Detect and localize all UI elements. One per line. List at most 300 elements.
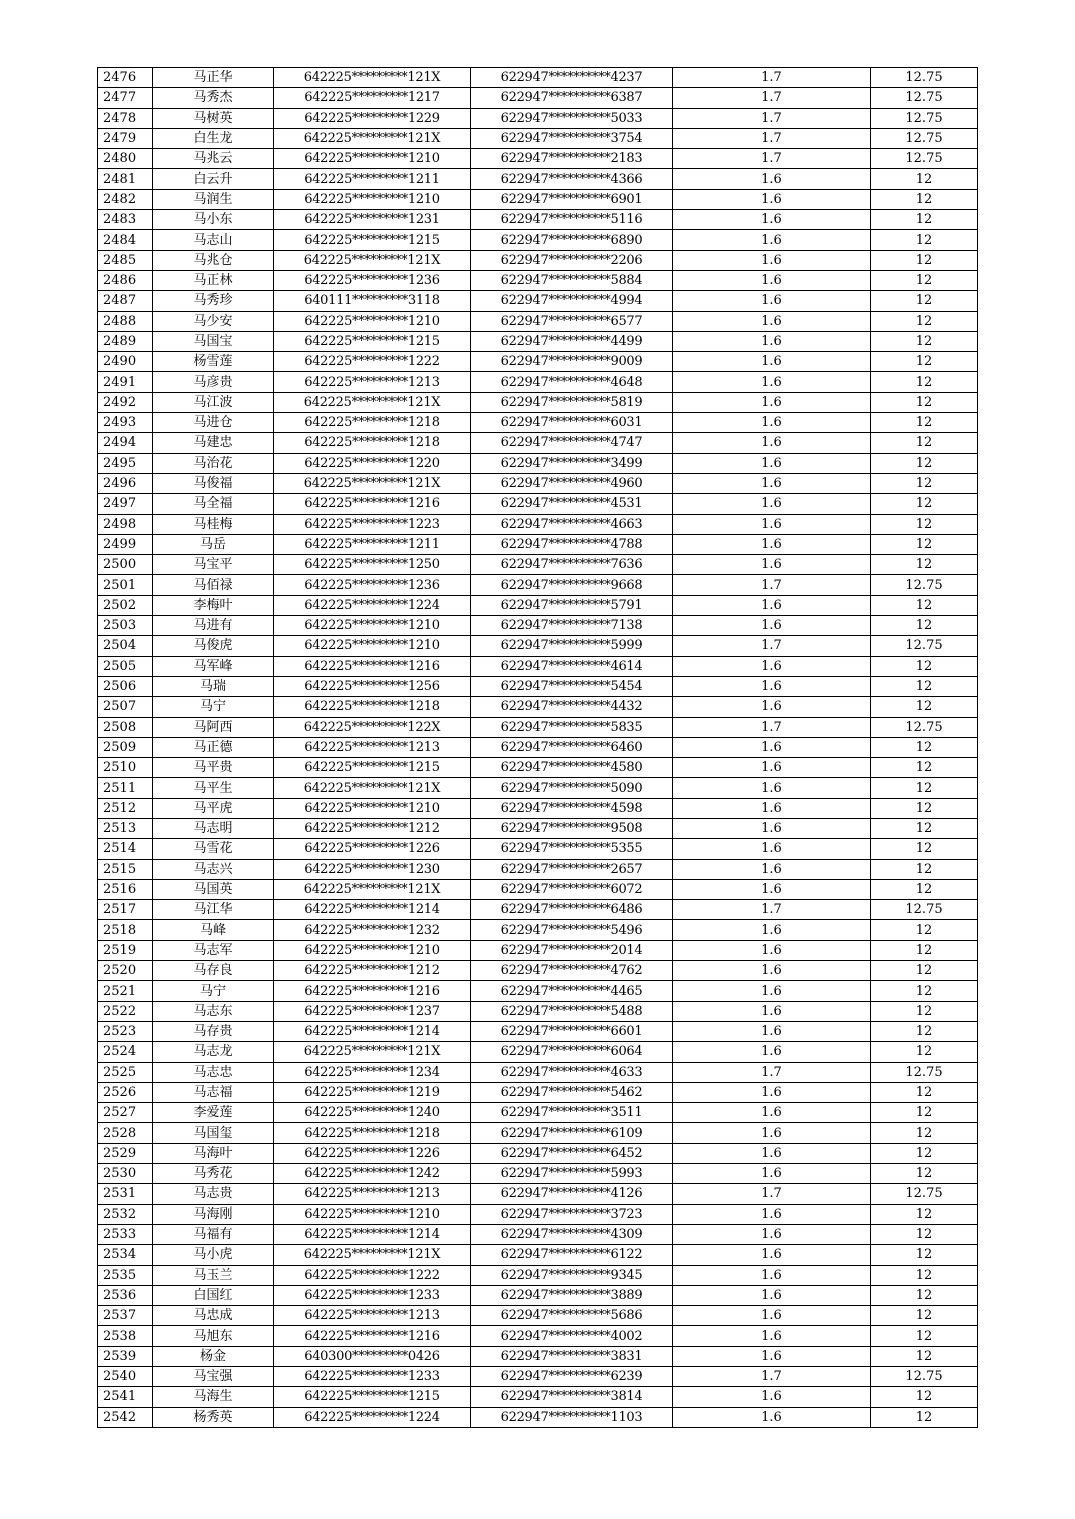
area-cell: 1.6: [673, 433, 871, 453]
amount-cell: 12: [871, 352, 978, 372]
amount-cell: 12: [871, 230, 978, 250]
id-number-cell: 642225*********1215: [274, 230, 471, 250]
row-number-cell: 2508: [98, 717, 153, 737]
bank-account-cell: 622947**********4237: [471, 68, 673, 88]
name-cell: 马润生: [153, 189, 274, 209]
amount-cell: 12.75: [871, 1367, 978, 1387]
bank-account-cell: 622947**********4960: [471, 473, 673, 493]
name-cell: 马桂梅: [153, 514, 274, 534]
row-number-cell: 2484: [98, 230, 153, 250]
id-number-cell: 642225*********1236: [274, 270, 471, 290]
table-row: [98, 453, 978, 473]
row-number-cell: 2525: [98, 1062, 153, 1082]
bank-account-cell: 622947**********6577: [471, 311, 673, 331]
row-number-cell: 2493: [98, 413, 153, 433]
name-cell: 杨金: [153, 1346, 274, 1366]
area-cell: 1.6: [673, 555, 871, 575]
area-cell: 1.6: [673, 291, 871, 311]
name-cell: 马存良: [153, 961, 274, 981]
amount-cell: 12: [871, 555, 978, 575]
name-cell: 马秀杰: [153, 88, 274, 108]
row-number-cell: 2526: [98, 1082, 153, 1102]
row-number-cell: 2538: [98, 1326, 153, 1346]
table-row: [98, 1306, 978, 1326]
area-cell: 1.6: [673, 940, 871, 960]
id-number-cell: 642225*********1231: [274, 210, 471, 230]
row-number-cell: 2521: [98, 981, 153, 1001]
area-cell: 1.6: [673, 392, 871, 412]
id-number-cell: 642225*********1218: [274, 433, 471, 453]
id-number-cell: 642225*********1240: [274, 1103, 471, 1123]
id-number-cell: 642225*********1210: [274, 189, 471, 209]
area-cell: 1.6: [673, 778, 871, 798]
row-number-cell: 2527: [98, 1103, 153, 1123]
row-number-cell: 2516: [98, 879, 153, 899]
table-row: [98, 1387, 978, 1407]
area-cell: 1.6: [673, 250, 871, 270]
table-row: [98, 575, 978, 595]
name-cell: 马志福: [153, 1082, 274, 1102]
table-row: [98, 1042, 978, 1062]
table-row: [98, 961, 978, 981]
name-cell: 马全福: [153, 494, 274, 514]
id-number-cell: 642225*********1210: [274, 1204, 471, 1224]
amount-cell: 12: [871, 1103, 978, 1123]
amount-cell: 12: [871, 473, 978, 493]
id-number-cell: 642225*********121X: [274, 778, 471, 798]
area-cell: 1.6: [673, 1265, 871, 1285]
table-row: [98, 778, 978, 798]
row-number-cell: 2494: [98, 433, 153, 453]
name-cell: 杨雪莲: [153, 352, 274, 372]
id-number-cell: 642225*********1212: [274, 961, 471, 981]
amount-cell: 12: [871, 1143, 978, 1163]
id-number-cell: 642225*********1217: [274, 88, 471, 108]
name-cell: 马旭东: [153, 1326, 274, 1346]
table-row: [98, 433, 978, 453]
amount-cell: 12: [871, 656, 978, 676]
table-row: [98, 413, 978, 433]
id-number-cell: 642225*********1222: [274, 352, 471, 372]
bank-account-cell: 622947**********2206: [471, 250, 673, 270]
area-cell: 1.6: [673, 737, 871, 757]
table-row: [98, 981, 978, 1001]
table-row: [98, 1265, 978, 1285]
bank-account-cell: 622947**********4747: [471, 433, 673, 453]
bank-account-cell: 622947**********4580: [471, 758, 673, 778]
bank-account-cell: 622947**********4762: [471, 961, 673, 981]
name-cell: 马平贵: [153, 758, 274, 778]
area-cell: 1.7: [673, 575, 871, 595]
table-row: [98, 879, 978, 899]
table-row: [98, 372, 978, 392]
name-cell: 马宁: [153, 697, 274, 717]
area-cell: 1.6: [673, 494, 871, 514]
amount-cell: 12.75: [871, 68, 978, 88]
amount-cell: 12: [871, 1285, 978, 1305]
row-number-cell: 2529: [98, 1143, 153, 1163]
id-number-cell: 642225*********121X: [274, 879, 471, 899]
name-cell: 白生龙: [153, 128, 274, 148]
amount-cell: 12.75: [871, 1184, 978, 1204]
name-cell: 马秀花: [153, 1164, 274, 1184]
amount-cell: 12: [871, 433, 978, 453]
row-number-cell: 2479: [98, 128, 153, 148]
name-cell: 马树英: [153, 108, 274, 128]
id-number-cell: 642225*********1210: [274, 636, 471, 656]
amount-cell: 12: [871, 1123, 978, 1143]
name-cell: 马志龙: [153, 1042, 274, 1062]
row-number-cell: 2497: [98, 494, 153, 514]
bank-account-cell: 622947**********4002: [471, 1326, 673, 1346]
area-cell: 1.7: [673, 88, 871, 108]
bank-account-cell: 622947**********6901: [471, 189, 673, 209]
bank-account-cell: 622947**********4788: [471, 534, 673, 554]
bank-account-cell: 622947**********5999: [471, 636, 673, 656]
id-number-cell: 642225*********1222: [274, 1265, 471, 1285]
table-row: [98, 210, 978, 230]
bank-account-cell: 622947**********3831: [471, 1346, 673, 1366]
bank-account-cell: 622947**********6239: [471, 1367, 673, 1387]
table-row: [98, 676, 978, 696]
amount-cell: 12: [871, 210, 978, 230]
bank-account-cell: 622947**********9508: [471, 818, 673, 838]
name-cell: 马峰: [153, 920, 274, 940]
table-row: [98, 616, 978, 636]
name-cell: 马忠成: [153, 1306, 274, 1326]
bank-account-cell: 622947**********4126: [471, 1184, 673, 1204]
name-cell: 马兆云: [153, 149, 274, 169]
id-number-cell: 642225*********121X: [274, 1042, 471, 1062]
name-cell: 马海刚: [153, 1204, 274, 1224]
name-cell: 李梅叶: [153, 595, 274, 615]
name-cell: 白云升: [153, 169, 274, 189]
name-cell: 马军峰: [153, 656, 274, 676]
table-row: [98, 1123, 978, 1143]
bank-account-cell: 622947**********5488: [471, 1001, 673, 1021]
row-number-cell: 2499: [98, 534, 153, 554]
bank-account-cell: 622947**********4648: [471, 372, 673, 392]
bank-account-cell: 622947**********5496: [471, 920, 673, 940]
id-number-cell: 642225*********1213: [274, 737, 471, 757]
id-number-cell: 642225*********1213: [274, 1184, 471, 1204]
area-cell: 1.6: [673, 1001, 871, 1021]
area-cell: 1.6: [673, 1285, 871, 1305]
table-row: [98, 595, 978, 615]
area-cell: 1.7: [673, 149, 871, 169]
name-cell: 马正林: [153, 270, 274, 290]
id-number-cell: 642225*********1211: [274, 169, 471, 189]
id-number-cell: 642225*********1215: [274, 1387, 471, 1407]
id-number-cell: 642225*********1218: [274, 1123, 471, 1143]
id-number-cell: 642225*********1219: [274, 1082, 471, 1102]
table-row: [98, 920, 978, 940]
area-cell: 1.7: [673, 1062, 871, 1082]
amount-cell: 12: [871, 737, 978, 757]
row-number-cell: 2514: [98, 839, 153, 859]
amount-cell: 12: [871, 1224, 978, 1244]
bank-account-cell: 622947**********1103: [471, 1407, 673, 1427]
bank-account-cell: 622947**********4465: [471, 981, 673, 1001]
row-number-cell: 2483: [98, 210, 153, 230]
amount-cell: 12: [871, 1164, 978, 1184]
name-cell: 马秀珍: [153, 291, 274, 311]
amount-cell: 12: [871, 189, 978, 209]
name-cell: 马玉兰: [153, 1265, 274, 1285]
table-row: [98, 1184, 978, 1204]
area-cell: 1.6: [673, 352, 871, 372]
table-row: [98, 392, 978, 412]
row-number-cell: 2481: [98, 169, 153, 189]
amount-cell: 12: [871, 1265, 978, 1285]
amount-cell: 12: [871, 1021, 978, 1041]
name-cell: 马宁: [153, 981, 274, 1001]
data-table: [97, 67, 978, 1428]
id-number-cell: 642225*********121X: [274, 68, 471, 88]
id-number-cell: 642225*********1214: [274, 900, 471, 920]
table-row: [98, 798, 978, 818]
amount-cell: 12.75: [871, 149, 978, 169]
id-number-cell: 642225*********1210: [274, 149, 471, 169]
id-number-cell: 642225*********1226: [274, 839, 471, 859]
table-row: [98, 1346, 978, 1366]
table-row: [98, 149, 978, 169]
table-row: [98, 1143, 978, 1163]
name-cell: 马岳: [153, 534, 274, 554]
bank-account-cell: 622947**********5686: [471, 1306, 673, 1326]
row-number-cell: 2478: [98, 108, 153, 128]
amount-cell: 12.75: [871, 717, 978, 737]
bank-account-cell: 622947**********3814: [471, 1387, 673, 1407]
name-cell: 马小虎: [153, 1245, 274, 1265]
table-row: [98, 1285, 978, 1305]
area-cell: 1.6: [673, 189, 871, 209]
area-cell: 1.7: [673, 1367, 871, 1387]
name-cell: 马治花: [153, 453, 274, 473]
name-cell: 马志忠: [153, 1062, 274, 1082]
area-cell: 1.6: [673, 656, 871, 676]
amount-cell: 12: [871, 291, 978, 311]
id-number-cell: 640300*********0426: [274, 1346, 471, 1366]
bank-account-cell: 622947**********6601: [471, 1021, 673, 1041]
row-number-cell: 2489: [98, 331, 153, 351]
area-cell: 1.6: [673, 514, 871, 534]
area-cell: 1.7: [673, 900, 871, 920]
name-cell: 马小东: [153, 210, 274, 230]
table-row: [98, 758, 978, 778]
area-cell: 1.6: [673, 697, 871, 717]
id-number-cell: 642225*********1214: [274, 1021, 471, 1041]
area-cell: 1.6: [673, 1042, 871, 1062]
area-cell: 1.6: [673, 534, 871, 554]
bank-account-cell: 622947**********4598: [471, 798, 673, 818]
amount-cell: 12.75: [871, 900, 978, 920]
name-cell: 马志贵: [153, 1184, 274, 1204]
amount-cell: 12: [871, 879, 978, 899]
amount-cell: 12: [871, 1387, 978, 1407]
amount-cell: 12: [871, 514, 978, 534]
amount-cell: 12: [871, 839, 978, 859]
area-cell: 1.6: [673, 1103, 871, 1123]
amount-cell: 12: [871, 270, 978, 290]
id-number-cell: 642225*********1213: [274, 372, 471, 392]
table-row: [98, 1021, 978, 1041]
id-number-cell: 642225*********122X: [274, 717, 471, 737]
name-cell: 马国英: [153, 879, 274, 899]
bank-account-cell: 622947**********4499: [471, 331, 673, 351]
name-cell: 马国宝: [153, 331, 274, 351]
row-number-cell: 2482: [98, 189, 153, 209]
name-cell: 马存贵: [153, 1021, 274, 1041]
table-row: [98, 108, 978, 128]
amount-cell: 12: [871, 798, 978, 818]
id-number-cell: 642225*********1216: [274, 981, 471, 1001]
area-cell: 1.6: [673, 1326, 871, 1346]
amount-cell: 12: [871, 1326, 978, 1346]
id-number-cell: 642225*********1210: [274, 311, 471, 331]
area-cell: 1.6: [673, 230, 871, 250]
amount-cell: 12: [871, 1001, 978, 1021]
id-number-cell: 642225*********1230: [274, 859, 471, 879]
row-number-cell: 2512: [98, 798, 153, 818]
area-cell: 1.6: [673, 676, 871, 696]
bank-account-cell: 622947**********5116: [471, 210, 673, 230]
area-cell: 1.7: [673, 636, 871, 656]
name-cell: 马雪花: [153, 839, 274, 859]
row-number-cell: 2491: [98, 372, 153, 392]
id-number-cell: 642225*********1232: [274, 920, 471, 940]
id-number-cell: 642225*********1226: [274, 1143, 471, 1163]
amount-cell: 12.75: [871, 128, 978, 148]
amount-cell: 12: [871, 940, 978, 960]
bank-account-cell: 622947**********4663: [471, 514, 673, 534]
row-number-cell: 2485: [98, 250, 153, 270]
row-number-cell: 2519: [98, 940, 153, 960]
bank-account-cell: 622947**********6460: [471, 737, 673, 757]
id-number-cell: 642225*********1220: [274, 453, 471, 473]
table-row: [98, 311, 978, 331]
area-cell: 1.6: [673, 879, 871, 899]
row-number-cell: 2518: [98, 920, 153, 940]
id-number-cell: 642225*********1256: [274, 676, 471, 696]
name-cell: 马阿西: [153, 717, 274, 737]
name-cell: 马志明: [153, 818, 274, 838]
bank-account-cell: 622947**********5835: [471, 717, 673, 737]
area-cell: 1.6: [673, 616, 871, 636]
name-cell: 马正华: [153, 68, 274, 88]
id-number-cell: 642225*********1224: [274, 595, 471, 615]
bank-account-cell: 622947**********5819: [471, 392, 673, 412]
bank-account-cell: 622947**********4309: [471, 1224, 673, 1244]
area-cell: 1.6: [673, 210, 871, 230]
row-number-cell: 2532: [98, 1204, 153, 1224]
row-number-cell: 2487: [98, 291, 153, 311]
name-cell: 李爱莲: [153, 1103, 274, 1123]
amount-cell: 12: [871, 413, 978, 433]
table-row: [98, 250, 978, 270]
id-number-cell: 642225*********1216: [274, 1326, 471, 1346]
name-cell: 马志兴: [153, 859, 274, 879]
amount-cell: 12: [871, 331, 978, 351]
name-cell: 马佰禄: [153, 575, 274, 595]
area-cell: 1.6: [673, 453, 871, 473]
amount-cell: 12: [871, 494, 978, 514]
bank-account-cell: 622947**********2657: [471, 859, 673, 879]
bank-account-cell: 622947**********4614: [471, 656, 673, 676]
id-number-cell: 642225*********121X: [274, 473, 471, 493]
row-number-cell: 2498: [98, 514, 153, 534]
name-cell: 马彦贵: [153, 372, 274, 392]
row-number-cell: 2505: [98, 656, 153, 676]
amount-cell: 12: [871, 1245, 978, 1265]
amount-cell: 12.75: [871, 575, 978, 595]
area-cell: 1.6: [673, 1387, 871, 1407]
id-number-cell: 642225*********1213: [274, 1306, 471, 1326]
id-number-cell: 642225*********1237: [274, 1001, 471, 1021]
row-number-cell: 2517: [98, 900, 153, 920]
id-number-cell: 642225*********1214: [274, 1224, 471, 1244]
area-cell: 1.6: [673, 1143, 871, 1163]
amount-cell: 12: [871, 372, 978, 392]
table-row: [98, 1245, 978, 1265]
area-cell: 1.6: [673, 839, 871, 859]
area-cell: 1.6: [673, 270, 871, 290]
amount-cell: 12: [871, 250, 978, 270]
table-row: [98, 1103, 978, 1123]
bank-account-cell: 622947**********6109: [471, 1123, 673, 1143]
area-cell: 1.6: [673, 1082, 871, 1102]
row-number-cell: 2531: [98, 1184, 153, 1204]
amount-cell: 12.75: [871, 108, 978, 128]
area-cell: 1.6: [673, 1407, 871, 1427]
row-number-cell: 2500: [98, 555, 153, 575]
id-number-cell: 642225*********1234: [274, 1062, 471, 1082]
bank-account-cell: 622947**********7138: [471, 616, 673, 636]
table-row: [98, 859, 978, 879]
amount-cell: 12: [871, 697, 978, 717]
bank-account-cell: 622947**********9668: [471, 575, 673, 595]
row-number-cell: 2533: [98, 1224, 153, 1244]
name-cell: 马正德: [153, 737, 274, 757]
amount-cell: 12: [871, 1042, 978, 1062]
table-row: [98, 514, 978, 534]
row-number-cell: 2523: [98, 1021, 153, 1041]
bank-account-cell: 622947**********6452: [471, 1143, 673, 1163]
id-number-cell: 642225*********1210: [274, 798, 471, 818]
id-number-cell: 642225*********1212: [274, 818, 471, 838]
bank-account-cell: 622947**********4432: [471, 697, 673, 717]
amount-cell: 12: [871, 1204, 978, 1224]
amount-cell: 12: [871, 676, 978, 696]
table-row: [98, 128, 978, 148]
table-row: [98, 1062, 978, 1082]
area-cell: 1.6: [673, 311, 871, 331]
id-number-cell: 642225*********1224: [274, 1407, 471, 1427]
table-row: [98, 1407, 978, 1427]
row-number-cell: 2541: [98, 1387, 153, 1407]
id-number-cell: 642225*********1216: [274, 656, 471, 676]
name-cell: 马俊福: [153, 473, 274, 493]
bank-account-cell: 622947**********6064: [471, 1042, 673, 1062]
id-number-cell: 642225*********1218: [274, 413, 471, 433]
area-cell: 1.6: [673, 1346, 871, 1366]
bank-account-cell: 622947**********3889: [471, 1285, 673, 1305]
table-row: [98, 1224, 978, 1244]
name-cell: 马宝平: [153, 555, 274, 575]
id-number-cell: 642225*********1218: [274, 697, 471, 717]
bank-account-cell: 622947**********6486: [471, 900, 673, 920]
table-row: [98, 534, 978, 554]
